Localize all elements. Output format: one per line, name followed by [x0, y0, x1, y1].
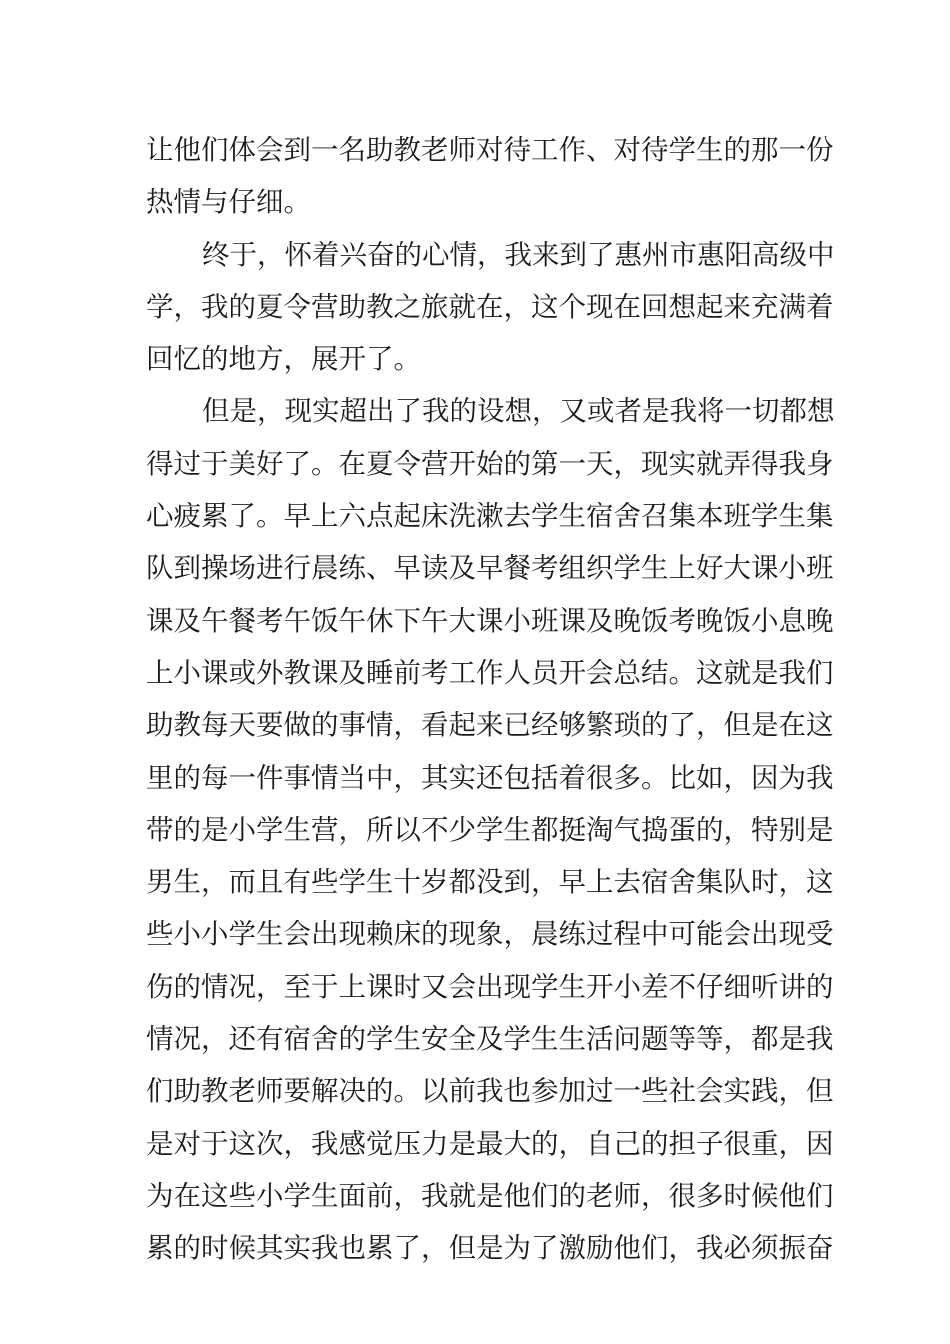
text-line: 累的时候其实我也累了，但是为了激励他们，我必须振奋 [146, 1232, 834, 1265]
text-line: 回忆的地方，展开了。 [146, 343, 421, 376]
text-line: 上小课或外教课及睡前考工作人员开会总结。这就是我们 [146, 656, 834, 689]
paragraph [146, 385, 835, 1274]
text-line: 学，我的夏令营助教之旅就在，这个现在回想起来充满着 [146, 290, 834, 323]
paragraph [146, 124, 834, 229]
text-line: 终于，怀着兴奋的心情，我来到了惠州市惠阳高级中 [202, 238, 835, 271]
text-line: 为在这些小学生面前，我就是他们的老师，很多时候他们 [146, 1179, 834, 1212]
text-line: 得过于美好了。在夏令营开始的第一天，现实就弄得我身 [146, 447, 834, 480]
text-line: 带的是小学生营，所以不少学生都挺淘气捣蛋的，特别是 [146, 813, 834, 846]
text-line: 但是，现实超出了我的设想，又或者是我将一切都想 [202, 395, 835, 428]
text-line: 些小小学生会出现赖床的现象，晨练过程中可能会出现受 [146, 918, 834, 951]
text-line: 助教每天要做的事情，看起来已经够繁琐的了，但是在这 [146, 709, 834, 742]
text-line: 热情与仔细。 [146, 186, 311, 219]
text-line: 里的每一件事情当中，其实还包括着很多。比如，因为我 [146, 761, 834, 794]
text-line: 们助教老师要解决的。以前我也参加过一些社会实践，但 [146, 1075, 834, 1108]
text-line: 让他们体会到一名助教老师对待工作、对待学生的那一份 [146, 134, 834, 166]
text-line: 心疲累了。早上六点起床洗漱去学生宿舍召集本班学生集 [146, 500, 834, 533]
text-line: 伤的情况，至于上课时又会出现学生开小差不仔细听讲的 [146, 970, 834, 1003]
text-line: 队到操场进行晨练、早读及早餐考组织学生上好大课小班 [146, 552, 834, 585]
document-body [146, 124, 835, 1275]
paragraph [146, 229, 835, 386]
text-line: 是对于这次，我感觉压力是最大的，自己的担子很重，因 [146, 1127, 834, 1160]
text-line: 情况，还有宿舍的学生安全及学生生活问题等等，都是我 [146, 1023, 834, 1056]
text-line: 课及午餐考午饭午休下午大课小班课及晚饭考晚饭小息晚 [146, 604, 834, 637]
text-line: 男生，而且有些学生十岁都没到，早上去宿舍集队时，这 [146, 866, 834, 899]
